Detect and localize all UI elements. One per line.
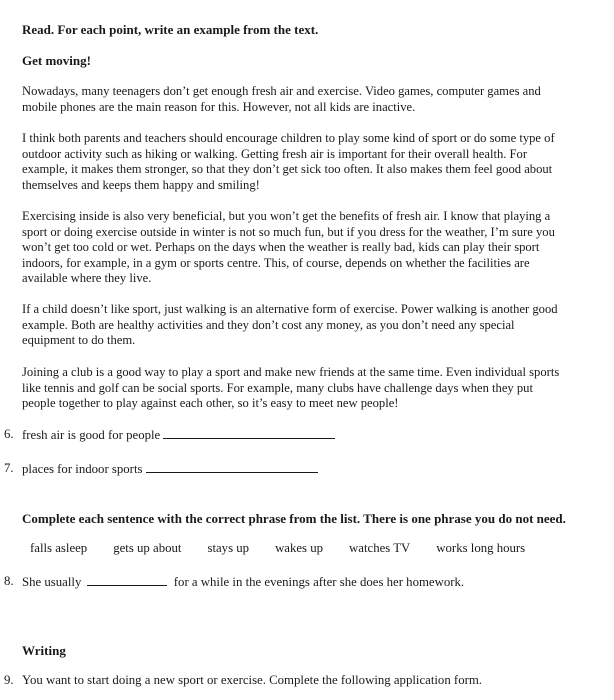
question-7 (22, 461, 318, 477)
paragraph-4: If a child doesn’t like sport, just walking is an alternative form of exercise. Power walking is another good example. Both are healthy activities and they don’t cost any money, as you don’t need any special equipment to do them. (22, 302, 558, 348)
phrase-item: works long hours (436, 541, 526, 555)
phrase-list (30, 541, 525, 556)
reading-instruction: Read. For each point, write an example from the text. (22, 22, 319, 37)
question-8-number: 8. (4, 574, 14, 588)
question-7-number: 7. (4, 461, 14, 475)
question-7-text: places for indoor sports (22, 462, 143, 476)
paragraph-1: Nowadays, many teenagers don’t get enough fresh air and exercise. Video games, computer games and mobile phones are the main reason for this. However, not all kids are inactive. (22, 84, 541, 114)
phrase-item: gets up about (113, 541, 182, 555)
question-8-after: for a while in the evenings after she does her homework. (173, 575, 465, 589)
phrase-item: watches TV (349, 541, 411, 555)
answer-blank-8[interactable] (87, 574, 167, 586)
answer-blank-6[interactable] (163, 427, 335, 439)
writing-title: Writing (22, 643, 66, 658)
answer-blank-7[interactable] (146, 461, 318, 473)
question-9-text: You want to start doing a new sport or exercise. Complete the following application form. (22, 673, 483, 687)
phrase-item: falls asleep (30, 541, 88, 555)
question-6-text: fresh air is good for people (22, 428, 161, 442)
question-6 (22, 427, 335, 443)
question-9-number: 9. (4, 673, 14, 687)
question-6-number: 6. (4, 427, 14, 441)
phrase-instruction: Complete each sentence with the correct phrase from the list. There is one phrase you do not need. (22, 511, 566, 526)
paragraph-2: I think both parents and teachers should encourage children to play some kind of sport or do some type of outdoor activity such as hiking or walking. Getting fresh air is important for their overall health. For example, it makes them stronger, so that they don’t get sick too often. It also makes them feel good about themselves and keeps them happy and smiling! (22, 131, 555, 192)
article-title: Get moving! (22, 53, 91, 68)
paragraph-3: Exercising inside is also very beneficial, but you won’t get the benefits of fresh air. I know that playing a sport or doing exercise outside in winter is not so much fun, but if you dress for the weather, I’m sure you won’t get too cold or wet. Perhaps on the days when the weather is really bad, kids can play their sport indoors, for example, in a gym or sports centre. This, of course, depends on whether the facilities are available where they live. (22, 209, 555, 286)
question-8 (22, 574, 464, 590)
phrase-item: wakes up (275, 541, 324, 555)
question-8-before: She usually (22, 575, 82, 589)
phrase-item: stays up (207, 541, 250, 555)
paragraph-5: Joining a club is a good way to play a sport and make new friends at the same time. Even individual sports like tennis and golf can be social sports. For example, many clubs have challenge days when they put people together to play against each other, so it’s easy to meet new people! (22, 365, 560, 411)
